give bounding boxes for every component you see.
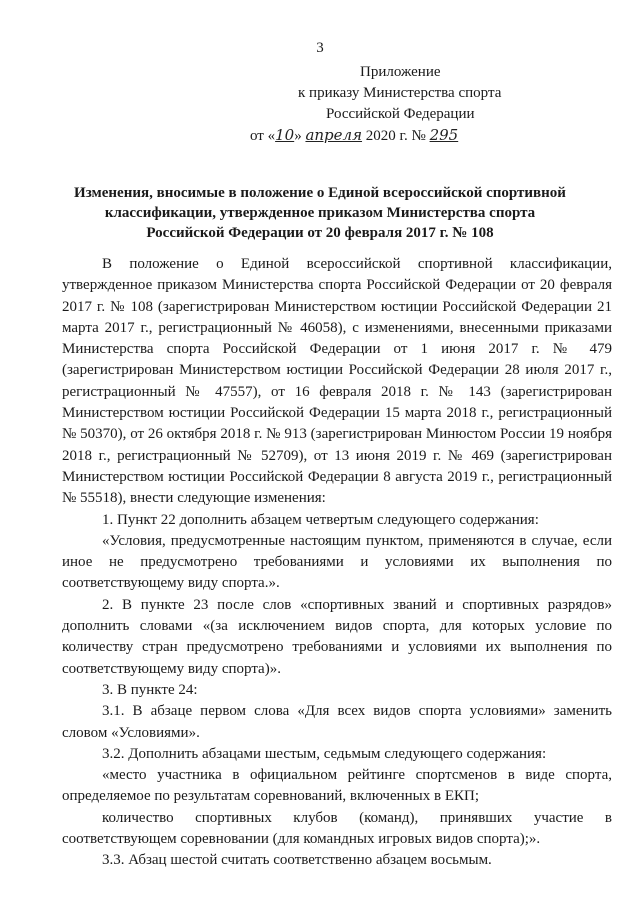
paragraph-item-2: 2. В пункте 23 после слов «спортивных званий и спортивных разрядов» дополнить словами «(за исключением видов спорта, для которых условие по количеству стран предусмотрено требованиями и условиями их выполнения по соответствующему виду спорта)».: [62, 596, 612, 677]
page-number: 3: [316, 40, 324, 56]
document-title: Изменения, вносимые в положение о Единой всероссийской спортивной классификации, утвержденное приказом Министерства спорта Российской Федерации от 20 февраля 2017 г. № 108: [74, 185, 566, 241]
paragraph-item-3-2-b: количество спортивных клубов (команд), принявших участие в соответствующем соревновании (для командных игровых видов спорта);».: [62, 809, 612, 848]
year-text: 2020 г. №: [365, 128, 426, 144]
federation-name: Российской Федерации: [326, 106, 475, 122]
paragraph-intro: В положение о Единой всероссийской спортивной классификации, утвержденное приказом Министерства спорта Российской Федерации от 20 февраля 2017 г. № 108 (зарегистрирован Министерством юстиции Российской Федерации 21 марта 2017 г., регистрационный № 46058), с изменениями, внесенными приказами Министерства спорта Российской Федерации от 1 июня 2017 г. № 479 (зарегистрирован Министерством юстиции Российской Федерации 28 июля 2017 г., регистрационный № 47557), от 16 февраля 2018 г. № 143 (зарегистрирован Министерством юстиции Российской Федерации 15 марта 2018 г., регистрационный № 50370), от 26 октября 2018 г. № 913 (зарегистрирован Минюстом России 19 ноября 2018 г., регистрационный № 52709), от 13 июня 2019 г. № 469 (зарегистрирован Министерством юстиции Российской Федерации 8 августа 2019 г., регистрационный № 55518), внести следующие изменения:: [62, 256, 612, 507]
handwritten-order-number: 295: [429, 126, 459, 144]
paragraph-item-3-2: 3.2. Дополнить абзацами шестым, седьмым следующего содержания:: [102, 745, 547, 762]
handwritten-day: 10: [275, 126, 295, 144]
date-prefix: от «: [250, 128, 276, 144]
paragraph-item-3-2-a: «место участника в официальном рейтинге спортсменов в виде спорта, определяемое по результатам соревнований, включенных в ЕКП;: [62, 767, 612, 805]
document-body: [62, 254, 612, 872]
paragraph-item-1: 1. Пункт 22 дополнить абзацем четвертым следующего содержания:: [102, 511, 539, 528]
paragraph-item-3-3: 3.3. Абзац шестой считать соответственно абзацем восьмым.: [102, 852, 492, 869]
appendix-label: Приложение: [360, 64, 441, 80]
order-reference: к приказу Министерства спорта: [298, 85, 502, 101]
date-mid: »: [294, 128, 302, 144]
order-date-line: [250, 125, 590, 147]
paragraph-item-1-text: «Условия, предусмотренные настоящим пунктом, применяются в случае, если иное не предусмотрено требованиями и условиями их выполнения по соответствующему виду спорта.».: [62, 532, 612, 592]
appendix-header: [250, 62, 590, 147]
handwritten-month: апреля: [305, 126, 363, 144]
paragraph-item-3: 3. В пункте 24:: [102, 681, 198, 698]
paragraph-item-3-1: 3.1. В абзаце первом слова «Для всех видов спорта условиями» заменить словом «Условиями».: [62, 703, 612, 741]
